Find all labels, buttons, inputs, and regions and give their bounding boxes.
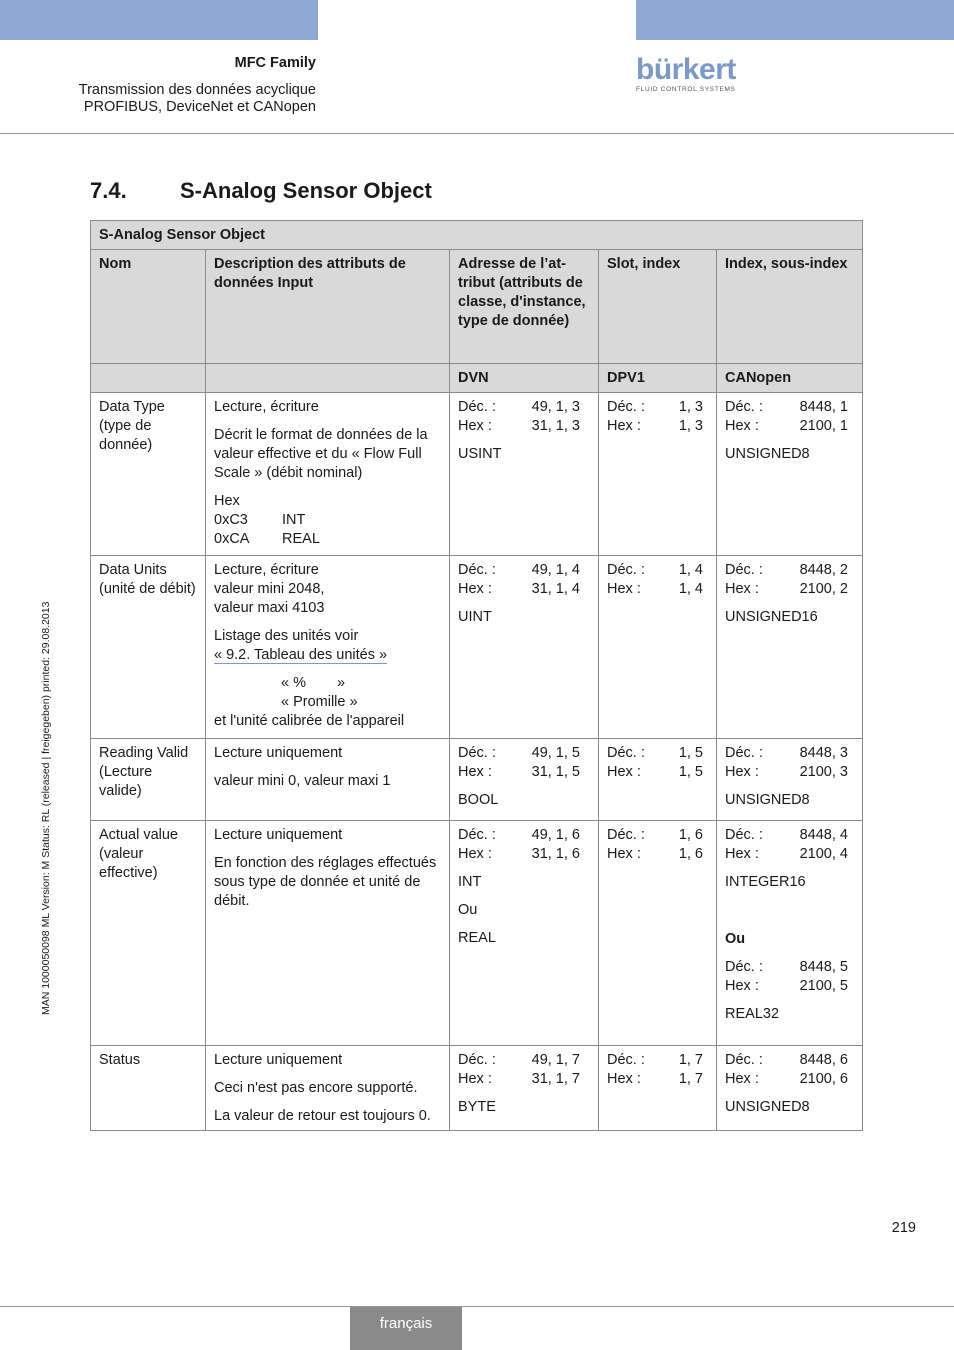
logo-tagline: FLUID CONTROL SYSTEMS: [636, 86, 736, 93]
header-index: Index, sous-index: [717, 250, 863, 364]
header-description: Description des attributs de données Input: [206, 250, 450, 364]
burkert-logo: [636, 55, 736, 93]
table-row: [91, 556, 863, 739]
cell-dpv1: Déc. : 1, 6 Hex : 1, 6: [599, 821, 717, 1046]
table-row: [91, 821, 863, 1046]
page-number: 219: [891, 1220, 916, 1236]
doc-subtitle-line1: Transmission des données acyclique: [78, 82, 316, 98]
cell-canopen: Déc. : 8448, 4 Hex : 2100, 4 INTEGER16 Ou Déc. : 8448, 5 Hex : 2100, 5 REAL32: [717, 821, 863, 1046]
header-nom: Nom: [91, 250, 206, 364]
cell-description: Lecture, écriture valeur mini 2048, valeur maxi 4103 Listage des unités voir « 9.2. Tableau des unités » « % » « Promille » et l'unité calibrée de l'appareil: [206, 556, 450, 739]
header-divider: [0, 133, 954, 134]
cell-dvn: Déc. : 49, 1, 3 Hex : 31, 1, 3 USINT: [450, 393, 599, 556]
cell-dvn: Déc. : 49, 1, 6 Hex : 31, 1, 6 INT Ou REAL: [450, 821, 599, 1046]
table-row: [91, 739, 863, 821]
cell-nom: Reading Valid (Lecture valide): [91, 739, 206, 821]
cell-description: Lecture uniquement valeur mini 0, valeur maxi 1: [206, 739, 450, 821]
table-caption: S-Analog Sensor Object: [91, 221, 863, 250]
header-band-right: [636, 0, 954, 40]
table-subheader-row: [91, 364, 863, 393]
section-title: S-Analog Sensor Object: [180, 178, 432, 203]
cell-nom: Status: [91, 1046, 206, 1131]
cell-canopen: Déc. : 8448, 3 Hex : 2100, 3 UNSIGNED8: [717, 739, 863, 821]
cell-description: Lecture uniquement En fonction des réglages effectués sous type de donnée et unité de débit.: [206, 821, 450, 1046]
cell-description: Lecture uniquement Ceci n'est pas encore supporté. La valeur de retour est toujours 0.: [206, 1046, 450, 1131]
table-row: [91, 1046, 863, 1131]
footer-divider: [0, 1306, 954, 1307]
logo-word: bürkert: [636, 53, 736, 86]
cell-dpv1: Déc. : 1, 5 Hex : 1, 5: [599, 739, 717, 821]
cell-nom: Actual value (valeur effective): [91, 821, 206, 1046]
hex-code-row: 0xC3 INT: [214, 512, 306, 528]
section-number: 7.4.: [90, 178, 127, 203]
doc-subtitle-line2: PROFIBUS, DeviceNet et CANopen: [83, 99, 316, 115]
cell-canopen: Déc. : 8448, 2 Hex : 2100, 2 UNSIGNED16: [717, 556, 863, 739]
subheader-canopen: CANopen: [717, 364, 863, 393]
cell-dpv1: Déc. : 1, 7 Hex : 1, 7: [599, 1046, 717, 1131]
cell-dvn: Déc. : 49, 1, 5 Hex : 31, 1, 5 BOOL: [450, 739, 599, 821]
cell-dvn: Déc. : 49, 1, 7 Hex : 31, 1, 7 BYTE: [450, 1046, 599, 1131]
cell-dvn: Déc. : 49, 1, 4 Hex : 31, 1, 4 UINT: [450, 556, 599, 739]
cell-canopen: Déc. : 8448, 1 Hex : 2100, 1 UNSIGNED8: [717, 393, 863, 556]
table-header-row: [91, 250, 863, 364]
document-status-sidebar: MAN 1000050098 ML Version: M Status: RL (released | freigegeben) printed: 29.08.2013: [40, 601, 52, 1015]
table-caption-row: [91, 221, 863, 250]
subheader-dvn: DVN: [450, 364, 599, 393]
s-analog-sensor-table: [90, 220, 863, 1131]
header-band-left: [0, 0, 318, 40]
header-adresse: Adresse de l’at-tribut (attributs de classe, d'instance, type de donnée): [450, 250, 599, 364]
cell-canopen: Déc. : 8448, 6 Hex : 2100, 6 UNSIGNED8: [717, 1046, 863, 1131]
table-row: [91, 393, 863, 556]
hex-code-row: 0xCA REAL: [214, 531, 320, 547]
doc-title: MFC Family: [234, 55, 316, 71]
language-tab[interactable]: français: [350, 1307, 462, 1350]
cell-nom: Data Units (unité de débit): [91, 556, 206, 739]
cell-nom: Data Type (type de donnée): [91, 393, 206, 556]
cell-dpv1: Déc. : 1, 4 Hex : 1, 4: [599, 556, 717, 739]
subheader-dpv1: DPV1: [599, 364, 717, 393]
units-table-link[interactable]: « 9.2. Tableau des unités »: [214, 647, 388, 663]
cell-dpv1: Déc. : 1, 3 Hex : 1, 3: [599, 393, 717, 556]
header-slot: Slot, index: [599, 250, 717, 364]
cell-description: Lecture, écriture Décrit le format de données de la valeur effective et du « Flow Full Scale » (débit nominal) Hex 0xC3 INT 0xCA REAL: [206, 393, 450, 556]
